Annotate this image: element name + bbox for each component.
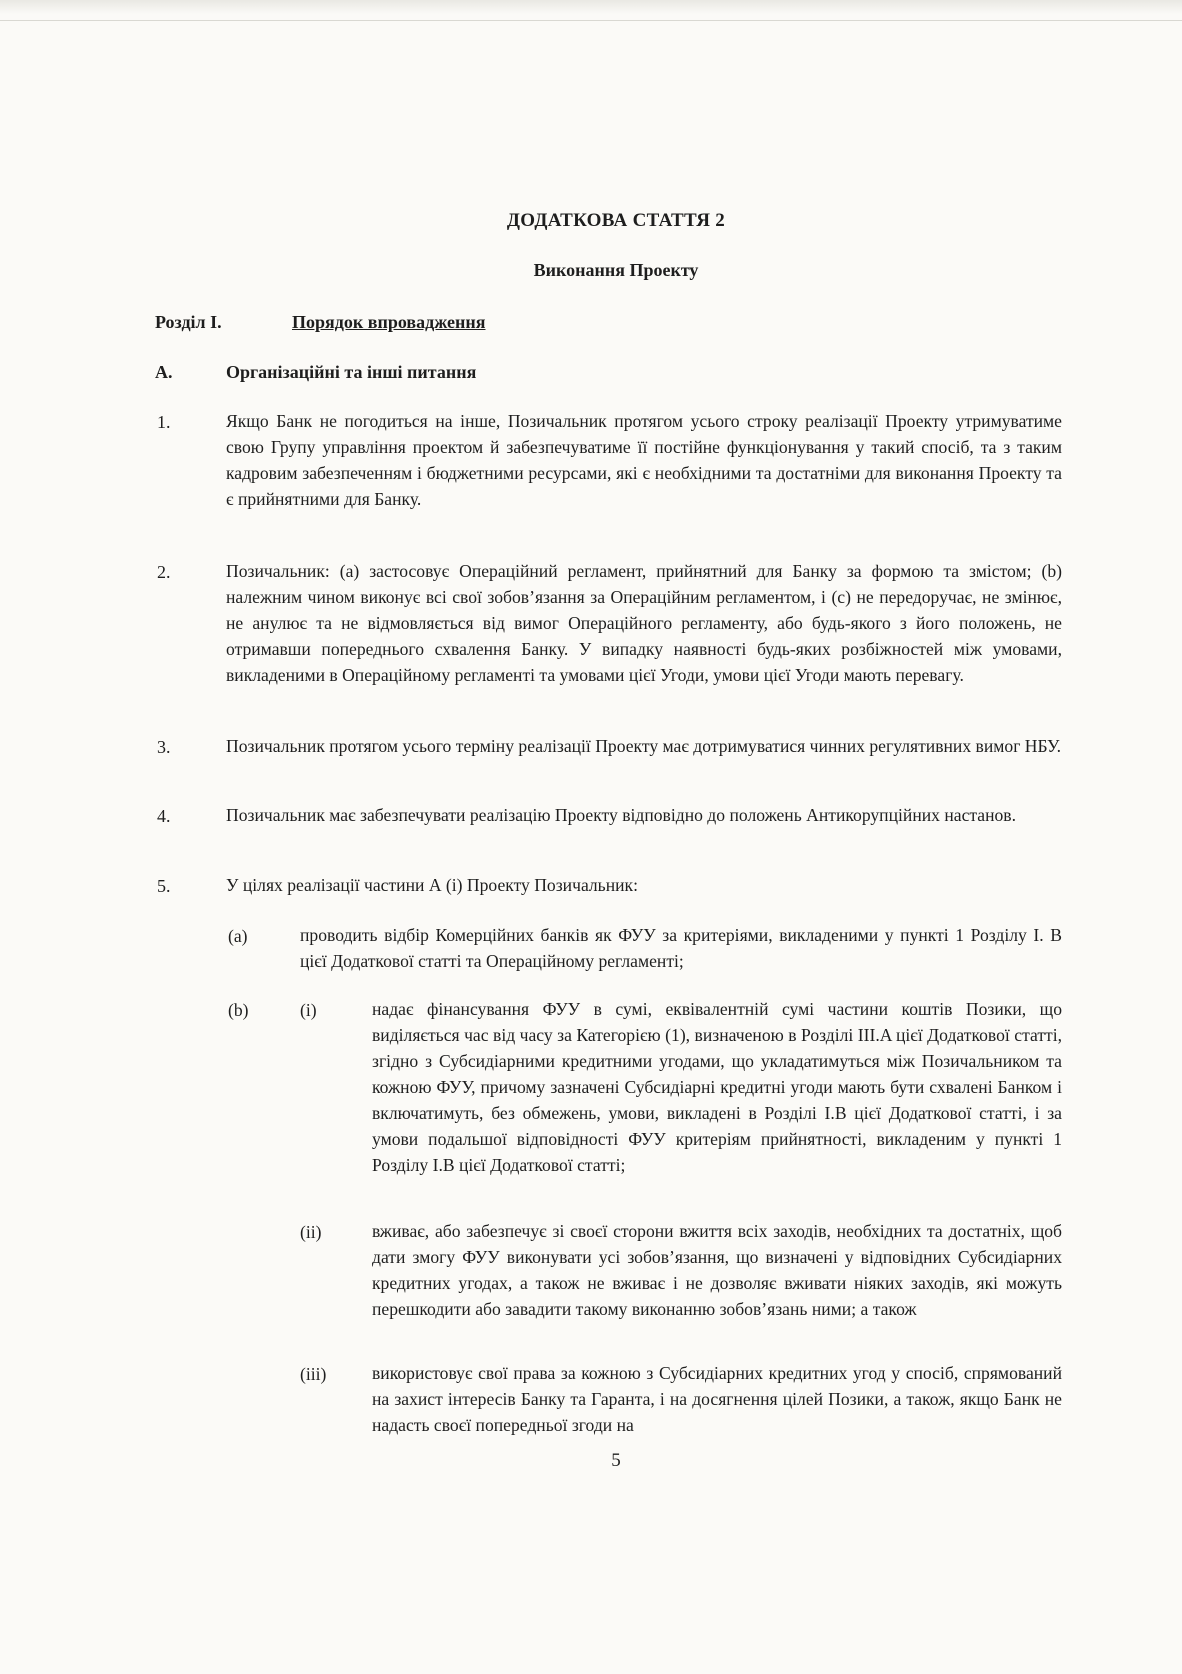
subitem-a-label: (a) xyxy=(228,926,248,946)
item-text-3: Позичальник протягом усього терміну реалізації Проекту має дотримуватися чинних регулятивних вимог НБУ. xyxy=(226,736,1061,756)
section-title: Порядок впровадження xyxy=(292,312,486,332)
item-number-5: 5. xyxy=(157,876,171,896)
item-number-2: 2. xyxy=(157,562,171,582)
subitem-b-i-text: надає фінансування ФУУ в сумі, еквівалентній сумі частини коштів Позики, що виділяється час від часу за Категорією (1), визначеною в Розділі III.A цієї Додаткової статті, згідно з Субсидіарними кредитними угодами, що укладатимуться між Позичальником та кожною ФУУ, причому зазначені Субсидіарні кредитні угоди мають бути схвалені Банком і включатимуть, без обмежень, умови, викладені в Розділі I.В цієї Додаткової статті, і за умови подальшої відповідності ФУУ критеріям прийнятності, викладеним у пункті 1 Розділу I.В цієї Додаткової статті; xyxy=(372,999,1062,1175)
subitem-b-ii-text: вживає, або забезпечує зі своєї сторони вжиття всіх заходів, необхідних та достатніх, щоб дати змогу ФУУ виконувати усі зобов’язання, що визначені у відповідних Субсидіарних кредитних угодах, а також не вживає і не дозволяє вживати ніяких заходів, які можуть перешкодити або завадити такому виконанню зобов’язань ними; а також xyxy=(372,1221,1062,1319)
subitem-a-text: проводить відбір Комерційних банків як ФУУ за критеріями, викладеними у пункті 1 Розділу I. В цієї Додаткової статті та Операційному регламенті; xyxy=(300,925,1062,971)
scan-shadow xyxy=(0,0,1182,14)
item-number-4: 4. xyxy=(157,806,171,826)
subitem-b-iii-label: (iii) xyxy=(300,1364,327,1384)
subitem-b-i-label: (i) xyxy=(300,1000,317,1020)
item-text-4: Позичальник має забезпечувати реалізацію Проекту відповідно до положень Антикорупційних настанов. xyxy=(226,805,1017,825)
subsection-letter: A. xyxy=(155,362,173,382)
subitem-b-ii-label: (ii) xyxy=(300,1222,322,1242)
subitem-b-label: (b) xyxy=(228,1000,249,1020)
item-number-1: 1. xyxy=(157,412,171,432)
item-text-5: У цілях реалізації частини А (і) Проекту Позичальник: xyxy=(226,875,638,895)
subitem-b-iii-text: використовує свої права за кожною з Субсидіарних кредитних угод у спосіб, спрямований на захист інтересів Банку та Гаранта, і на досягнення цілей Позики, а також, якщо Банк не надасть своєї попередньої згоди на xyxy=(372,1363,1062,1435)
item-number-3: 3. xyxy=(157,737,171,757)
item-text-1: Якщо Банк не погодиться на інше, Позичальник протягом усього строку реалізації Проекту утримуватиме свою Групу управління проектом й забезпечуватиме її постійне функціонування у такий спосіб, та з таким кадровим забезпеченням і бюджетними ресурсами, які є необхідними та достатніми для виконання Проекту та є прийнятними для Банку. xyxy=(226,411,1062,509)
item-text-2: Позичальник: (a) застосовує Операційний регламент, прийнятний для Банку за формою та змістом; (b) належним чином виконує всі свої зобов’язання за Операційним регламентом, і (c) не передоручає, не змінює, не анулює та не відмовляється від вимог Операційного регламенту, або будь-якого з його положень, не отримавши попереднього схвалення Банку. У випадку наявності будь-яких розбіжностей між умовами, викладеними в Операційному регламенті та умовами цієї Угоди, умови цієї Угоди мають перевагу. xyxy=(226,561,1062,685)
page-number: 5 xyxy=(611,1450,621,1471)
document-title: ДОДАТКОВА СТАТТЯ 2 xyxy=(506,210,726,231)
section-number: Розділ I. xyxy=(155,312,222,332)
subsection-title: Організаційні та інші питання xyxy=(226,362,477,382)
document-subtitle: Виконання Проекту xyxy=(533,260,699,280)
scan-edge-line xyxy=(0,20,1182,21)
